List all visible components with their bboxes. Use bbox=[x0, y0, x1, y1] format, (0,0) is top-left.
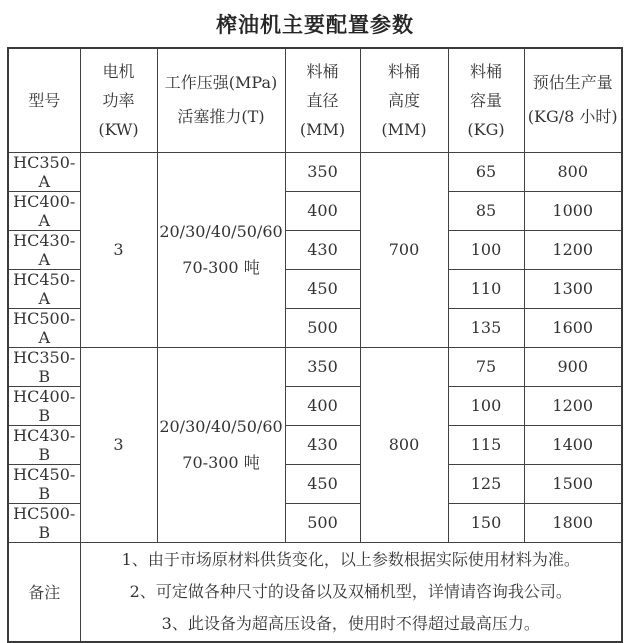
header-barrel-diameter bbox=[285, 48, 360, 152]
header-line: 直径 bbox=[306, 90, 339, 110]
diameter-cell: 430 bbox=[285, 425, 360, 464]
model-cell: HC430-B bbox=[8, 425, 80, 464]
model-cell: HC450-B bbox=[8, 464, 80, 503]
pressure-line: 20/30/40/50/60 bbox=[159, 416, 283, 436]
capacity-cell: 65 bbox=[448, 152, 524, 191]
pressure-line: 20/30/40/50/60 bbox=[159, 221, 283, 241]
capacity-cell: 150 bbox=[448, 503, 524, 542]
header-line: 工作压强(MPa) bbox=[164, 73, 278, 93]
header-line: (KW) bbox=[98, 119, 139, 139]
model-cell: HC500-B bbox=[8, 503, 80, 542]
header-model bbox=[8, 48, 80, 152]
diameter-cell: 400 bbox=[285, 191, 360, 230]
header-working-pressure bbox=[157, 48, 285, 152]
production-cell: 1500 bbox=[524, 464, 622, 503]
production-cell: 800 bbox=[524, 152, 622, 191]
model-cell: HC400-B bbox=[8, 386, 80, 425]
barrel-height-cell: 700 bbox=[360, 152, 448, 347]
header-line: (KG) bbox=[467, 119, 505, 139]
remarks-body bbox=[80, 542, 622, 642]
header-barrel-capacity bbox=[448, 48, 524, 152]
production-cell: 900 bbox=[524, 347, 622, 386]
header-line: 料桶 bbox=[306, 61, 339, 81]
remark-line: 2、可定做各种尺寸的设备以及双桶机型，详情请咨询我公司。 bbox=[129, 581, 572, 601]
diameter-cell: 450 bbox=[285, 464, 360, 503]
barrel-height-cell: 800 bbox=[360, 347, 448, 542]
header-line: 型号 bbox=[28, 90, 61, 110]
diameter-cell: 400 bbox=[285, 386, 360, 425]
production-cell: 1000 bbox=[524, 191, 622, 230]
capacity-cell: 100 bbox=[448, 386, 524, 425]
working-pressure-cell bbox=[157, 347, 285, 542]
diameter-cell: 350 bbox=[285, 152, 360, 191]
model-cell: HC500-A bbox=[8, 308, 80, 347]
diameter-cell: 450 bbox=[285, 269, 360, 308]
diameter-cell: 430 bbox=[285, 230, 360, 269]
table-row bbox=[8, 152, 622, 191]
header-barrel-height bbox=[360, 48, 448, 152]
capacity-cell: 125 bbox=[448, 464, 524, 503]
production-cell: 1200 bbox=[524, 386, 622, 425]
capacity-cell: 135 bbox=[448, 308, 524, 347]
spec-table bbox=[7, 47, 623, 643]
production-cell: 1600 bbox=[524, 308, 622, 347]
motor-power-cell: 3 bbox=[80, 152, 157, 347]
production-cell: 1200 bbox=[524, 230, 622, 269]
production-cell: 1400 bbox=[524, 425, 622, 464]
remarks-row bbox=[8, 542, 622, 642]
model-cell: HC400-A bbox=[8, 191, 80, 230]
table-row bbox=[8, 347, 622, 386]
header-motor-power bbox=[80, 48, 157, 152]
diameter-cell: 500 bbox=[285, 308, 360, 347]
remark-line: 1、由于市场原材料供货变化，以上参数根据实际使用材料为准。 bbox=[121, 549, 580, 569]
header-line: 活塞推力(T) bbox=[177, 107, 265, 127]
header-row bbox=[8, 48, 622, 152]
production-cell: 1800 bbox=[524, 503, 622, 542]
header-estimated-production bbox=[524, 48, 622, 152]
remark-line: 3、此设备为超高压设备，使用时不得超过最高压力。 bbox=[161, 613, 540, 633]
production-cell: 1300 bbox=[524, 269, 622, 308]
header-line: (KG/8 小时) bbox=[527, 107, 618, 127]
diameter-cell: 500 bbox=[285, 503, 360, 542]
pressure-line: 70-300 吨 bbox=[182, 452, 260, 472]
model-cell: HC350-A bbox=[8, 152, 80, 191]
model-cell: HC450-A bbox=[8, 269, 80, 308]
capacity-cell: 75 bbox=[448, 347, 524, 386]
remarks-label: 备注 bbox=[8, 542, 80, 642]
header-line: 料桶 bbox=[469, 61, 502, 81]
header-line: 预估生产量 bbox=[532, 73, 613, 93]
header-line: (MM) bbox=[381, 119, 427, 139]
header-line: 功率 bbox=[102, 90, 135, 110]
header-line: 高度 bbox=[387, 90, 420, 110]
model-cell: HC350-B bbox=[8, 347, 80, 386]
capacity-cell: 100 bbox=[448, 230, 524, 269]
capacity-cell: 110 bbox=[448, 269, 524, 308]
pressure-line: 70-300 吨 bbox=[182, 257, 260, 277]
motor-power-cell: 3 bbox=[80, 347, 157, 542]
capacity-cell: 85 bbox=[448, 191, 524, 230]
header-line: 容量 bbox=[469, 90, 502, 110]
working-pressure-cell bbox=[157, 152, 285, 347]
header-line: 料桶 bbox=[387, 61, 420, 81]
model-cell: HC430-A bbox=[8, 230, 80, 269]
diameter-cell: 350 bbox=[285, 347, 360, 386]
capacity-cell: 115 bbox=[448, 425, 524, 464]
page-title: 榨油机主要配置参数 bbox=[216, 12, 414, 37]
header-line: 电机 bbox=[102, 61, 135, 81]
header-line: (MM) bbox=[299, 119, 346, 139]
